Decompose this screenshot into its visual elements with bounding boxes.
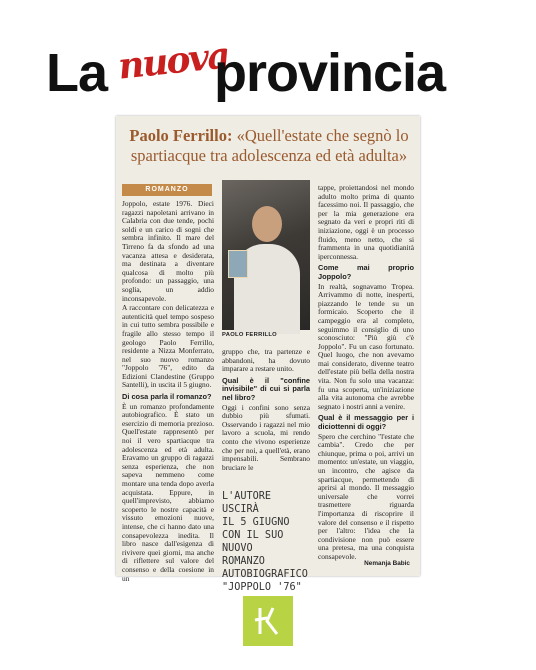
title-quote: «Quell'estate che segnò lo spartiacque tra adolescenza ed età adulta» <box>130 126 409 165</box>
article-paragraph: In realtà, sognavamo Tropea. Arrivammo di notte, inesperti, piazzando le tende su un formicaio. Scoperto che il campeggio era al completo, seguimmo il consiglio di uno sconosciuto: "Più giù c'è Joppolo". Fu un caso fortunato. Quel luogo, che non avevamo mai considerato, divenne teatro dell'estate più bella della nostra vita. Non fu solo una vacanza: fu una scoperta, un'iniziazione alla vita autonoma che avrebbe segnato i nostri anni a venire. <box>318 281 414 411</box>
promo-line: ROMANZO <box>222 556 265 567</box>
article-paragraph: tappe, proiettandosi nel mondo adulto molto prima di quanto facessimo noi. Il passaggio, che per la mia generazione era segnato da veri e propri riti di iniziazione, oggi è un processo fluido, meno netto, che si frammenta in una quotidianità iperconnessa. <box>318 183 414 261</box>
promo-line: CON IL SUO NUOVO <box>222 530 284 554</box>
promo-box <box>222 490 310 594</box>
photo-head <box>252 206 282 242</box>
column-left <box>122 200 214 584</box>
interview-question: Qual è il "confine invisibile" di cui si parla nel libro? <box>222 375 310 402</box>
masthead-nuova: nuova <box>116 34 231 88</box>
masthead-la: La <box>46 43 108 103</box>
article-paragraph: gruppo che, tra partenze e abbandoni, ha dovuto imparare a restare unito. <box>222 347 310 374</box>
article-title <box>124 126 414 166</box>
article-paragraph: È un romanzo profondamente autobiografico. È stato un esercizio di memoria prezioso. Quell'estate rappresentò per noi il vero spartiacque tra adolescenza ed età adulta. Eravamo un gruppo di ragazzi senza esperienza, che non sapeva nemmeno come montare una tenda dopo averla acquistata. Eppure, in quell'imprevisto, abbiamo scoperto le nostre capacità e vissuto emozioni nuove, intense, che ci hanno dato una consapevolezza inedita. Il libro nasce dall'esigenza di rivivere quei giorni, ma anche di riflettere sul valore del consenso e della coesione in un <box>122 401 214 583</box>
article-paragraph: Spero che cerchino "l'estate che cambia". Credo che per chiunque, prima o poi, arrivi un momento: un'estate, un viaggio, un incontro, che agisce da spartiacque, permettendo di aprirsi al mondo. Il messaggio universale che vorrei trasmettere riguarda l'importanza di riscoprire il valore del consenso e il rispetto per l'altro: l'idea che la condivisione non può essere una pretesa, ma una conquista consapevole. <box>318 431 414 561</box>
interview-question: Di cosa parla il romanzo? <box>122 392 212 402</box>
photo-caption: PAOLO FERRILLO <box>222 332 277 338</box>
newspaper-clipping <box>116 116 420 593</box>
article-paragraph: A raccontare con delicatezza e autenticità quel tempo sospeso in cui tutto sembra possibile e fragile allo stesso tempo il geologo Paolo Ferrillo, residente a Nizza Monferrato, nel suo nuovo romanzo "Joppolo '76", edito da Edizioni Clandestine (Gruppo Santelli), in uscita il 5 giugno. <box>122 303 214 390</box>
promo-line: L'AUTORE <box>222 491 272 502</box>
promo-line: IL 5 GIUGNO <box>222 517 290 528</box>
publisher-logo <box>243 596 293 646</box>
masthead-provincia: provincia <box>214 43 446 103</box>
title-author: Paolo Ferrillo: <box>129 126 233 145</box>
column-middle <box>222 348 310 473</box>
author-photo <box>222 180 310 330</box>
column-right <box>318 184 414 563</box>
promo-line: "JOPPOLO '76" <box>222 582 302 593</box>
book-icon <box>228 250 248 278</box>
article-paragraph: Joppolo, estate 1976. Dieci ragazzi napoletani arrivano in Calabria con due tende, pochi soldi e un carico di sogni che sembra infinito. Il mare del Tirreno fa da sfondo ad una vacanza attesa e desiderata, ma destinata a diventare qualcosa di molto più profondo: un passaggio, una soglia, un addio inconsapevole. <box>122 199 214 303</box>
promo-line: USCIRÀ <box>222 504 259 515</box>
section-badge: ROMANZO <box>122 184 212 196</box>
promo-line: AUTOBIOGRAFICO <box>222 569 308 580</box>
interview-question: Come mai proprio Joppolo? <box>318 263 414 281</box>
masthead <box>40 34 496 103</box>
logo-mark-icon <box>243 596 293 646</box>
article-paragraph: Oggi i confini sono senza dubbio più sfumati. Osservando i ragazzi nel mio lavoro a scuola, mi rendo conto che vivono esperienze che per noi, a quell'età, erano impensabili. Sembrano bruciare le <box>222 402 310 472</box>
byline: Nemanja Babic <box>364 560 410 567</box>
interview-question: Qual è il messaggio per i diciottenni di oggi? <box>318 413 414 432</box>
